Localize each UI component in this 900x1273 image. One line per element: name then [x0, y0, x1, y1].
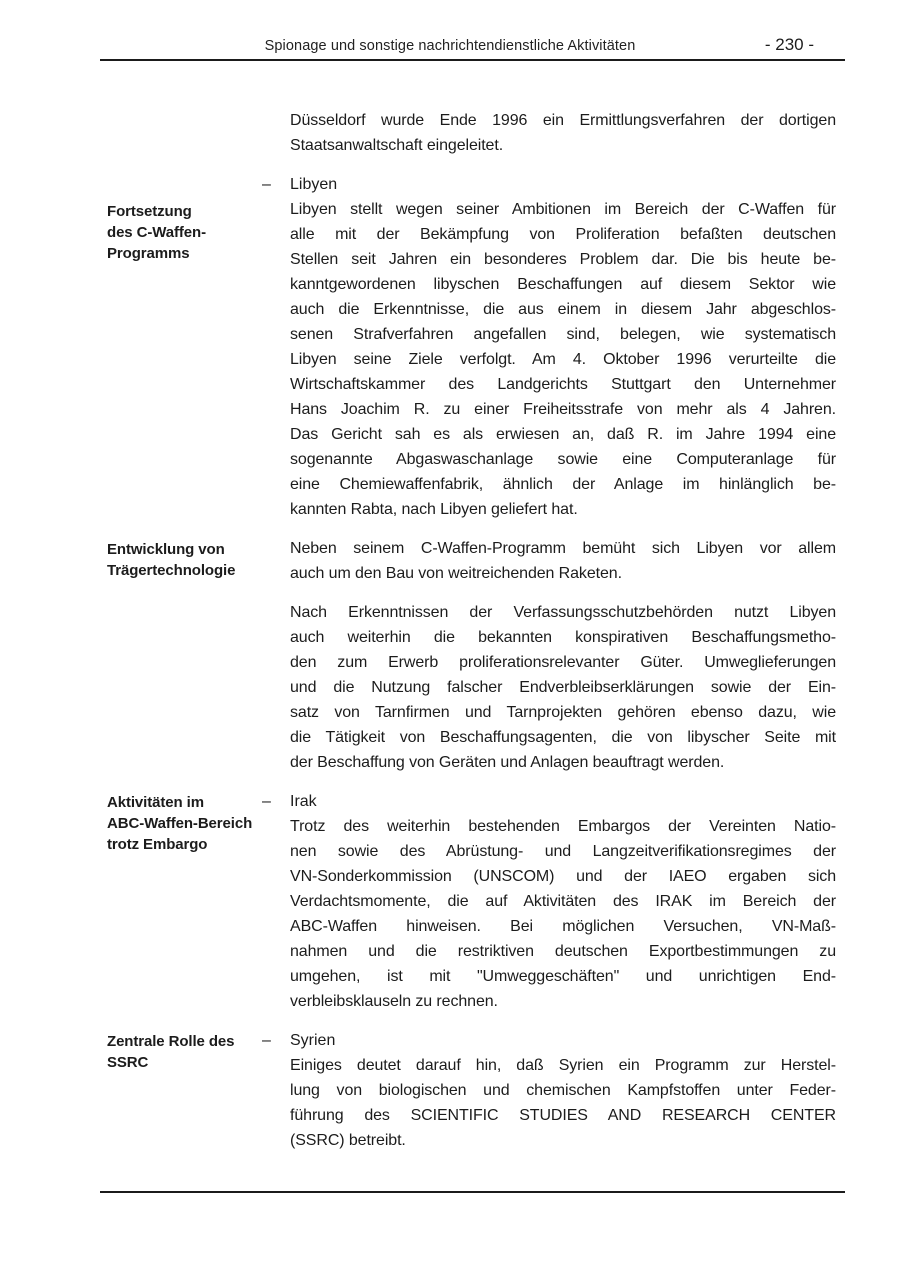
margin-label — [107, 172, 262, 522]
paragraph-line: führung des SCIENTIFIC STUDIES AND RESEARCH CENTER — [290, 1107, 836, 1124]
paragraph-line: satz von Tarnfirmen und Tarnprojekten gehören ebenso dazu, wie — [290, 704, 836, 721]
paragraph-line: Das Gericht sah es als erwiesen an, daß R. im Jahre 1994 eine — [290, 426, 836, 443]
paragraph-line: senen Strafverfahren angefallen sind, belegen, wie systematisch — [290, 326, 836, 343]
margin-label-line: ABC-Waffen-Bereich — [107, 815, 253, 832]
margin-label — [107, 536, 262, 586]
list-marker — [262, 108, 290, 158]
paragraph — [290, 814, 836, 1014]
paragraph-line: Hans Joachim R. zu einer Freiheitsstrafe von mehr als 4 Jahren. — [290, 401, 836, 418]
paragraph-line: verbleibsklauseln zu rechnen. — [290, 993, 498, 1010]
margin-label-line: des C-Waffen- — [107, 224, 206, 241]
margin-label — [107, 108, 262, 158]
paragraph-line: (SSRC) betreibt. — [290, 1132, 406, 1149]
paragraph-line: den zum Erwerb proliferationsrelevanter Güter. Umweglieferungen — [290, 654, 836, 671]
page-content — [107, 108, 836, 1153]
list-item-label: Syrien — [290, 1032, 336, 1049]
text-column — [290, 789, 836, 1014]
list-marker: – — [262, 176, 271, 193]
paragraph-line: der Beschaffung von Geräten und Anlagen beauftragt werden. — [290, 754, 725, 771]
margin-label-line: trotz Embargo — [107, 836, 208, 853]
paragraph-line: alle mit der Bekämpfung von Proliferation befaßten deutschen — [290, 226, 836, 243]
margin-label-line: Zentrale Rolle des — [107, 1033, 235, 1050]
paragraph — [290, 600, 836, 775]
list-marker — [262, 600, 290, 775]
paragraph-line: Einiges deutet darauf hin, daß Syrien ein Programm zur Herstel- — [290, 1057, 836, 1074]
block-libyen-cwaffen — [107, 172, 836, 522]
paragraph-line: Libyen seine Ziele verfolgt. Am 4. Oktober 1996 verurteilte die — [290, 351, 836, 368]
text-column — [290, 1028, 836, 1153]
margin-label-line: SSRC — [107, 1054, 149, 1071]
paragraph-line: sogenannte Abgaswaschanlage sowie eine Computeranlage für — [290, 451, 836, 468]
margin-label-line: Trägertechnologie — [107, 562, 236, 579]
paragraph-line: VN-Sonderkommission (UNSCOM) und der IAEO ergaben sich — [290, 868, 836, 885]
paragraph — [290, 108, 836, 158]
text-column — [290, 108, 836, 158]
block-syrien — [107, 1028, 836, 1153]
paragraph-line: Neben seinem C-Waffen-Programm bemüht sich Libyen vor allem — [290, 540, 836, 557]
paragraph-line: nahmen und die restriktiven deutschen Exportbestimmungen zu — [290, 943, 836, 960]
paragraph-line: nen sowie des Abrüstung- und Langzeitverifikationsregimes der — [290, 843, 836, 860]
margin-label-line: Programms — [107, 245, 190, 262]
paragraph-line: auch um den Bau von weitreichenden Raketen. — [290, 565, 622, 582]
list-marker: – — [262, 1032, 271, 1049]
paragraph-line: Stellen seit Jahren ein besonderes Problem dar. Die bis heute be- — [290, 251, 836, 268]
paragraph-line: Libyen stellt wegen seiner Ambitionen im Bereich der C-Waffen für — [290, 201, 836, 218]
paragraph — [290, 536, 836, 586]
block-irak — [107, 789, 836, 1014]
paragraph-line: Trotz des weiterhin bestehenden Embargos der Vereinten Natio- — [290, 818, 836, 835]
paragraph-line: lung von biologischen und chemischen Kampfstoffen unter Feder- — [290, 1082, 836, 1099]
paragraph-line: ABC-Waffen hinweisen. Bei möglichen Versuchen, VN-Maß- — [290, 918, 836, 935]
margin-label-line: Aktivitäten im — [107, 794, 204, 811]
paragraph-line: kanntgewordenen libyschen Beschaffungen auf diesem Sektor wie — [290, 276, 836, 293]
text-column — [290, 172, 836, 522]
paragraph-line: auch weiterhin die bekannten konspirativen Beschaffungsmetho- — [290, 629, 836, 646]
paragraph-line: die Tätigkeit von Beschaffungsagenten, die von libyscher Seite mit — [290, 729, 836, 746]
text-column — [290, 600, 836, 775]
paragraph-line: eine Chemiewaffenfabrik, ähnlich der Anlage im hinlänglich be- — [290, 476, 836, 493]
paragraph — [290, 1053, 836, 1153]
margin-label — [107, 789, 262, 1014]
paragraph-line: umgehen, ist mit "Umweggeschäften" und unrichtigen End- — [290, 968, 836, 985]
paragraph-line: kannten Rabta, nach Libyen geliefert hat. — [290, 501, 578, 518]
list-marker — [262, 536, 290, 586]
block-traegertechnologie — [107, 536, 836, 586]
paragraph-line: Nach Erkenntnissen der Verfassungsschutzbehörden nutzt Libyen — [290, 604, 836, 621]
paragraph-line: Düsseldorf wurde Ende 1996 ein Ermittlungsverfahren der dortigen — [290, 112, 836, 129]
list-item-label: Libyen — [290, 176, 338, 193]
list-item-label: Irak — [290, 793, 317, 810]
paragraph-line: und die Nutzung falscher Endverbleibserklärungen sowie der Ein- — [290, 679, 836, 696]
paragraph-line: Verdachtsmomente, die auf Aktivitäten des IRAK im Bereich der — [290, 893, 836, 910]
text-column — [290, 536, 836, 586]
margin-label-line: Entwicklung von — [107, 541, 225, 558]
block-beschaffungsmethoden — [107, 600, 836, 775]
footer-rule — [100, 1191, 845, 1193]
block-duesseldorf — [107, 108, 836, 158]
paragraph-line: Staatsanwaltschaft eingeleitet. — [290, 137, 504, 154]
header-rule — [100, 59, 845, 61]
list-marker: – — [262, 793, 271, 810]
paragraph-line: Wirtschaftskammer des Landgerichts Stuttgart den Unternehmer — [290, 376, 836, 393]
margin-label-line: Fortsetzung — [107, 203, 192, 220]
paragraph-line: auch die Erkenntnisse, die aus einem in diesem Jahr abgeschlos- — [290, 301, 836, 318]
margin-label — [107, 1028, 262, 1153]
margin-label — [107, 600, 262, 775]
header-title: Spionage und sonstige nachrichtendienstliche Aktivitäten — [264, 38, 636, 54]
page-number: - 230 - — [764, 35, 814, 54]
paragraph — [290, 197, 836, 522]
